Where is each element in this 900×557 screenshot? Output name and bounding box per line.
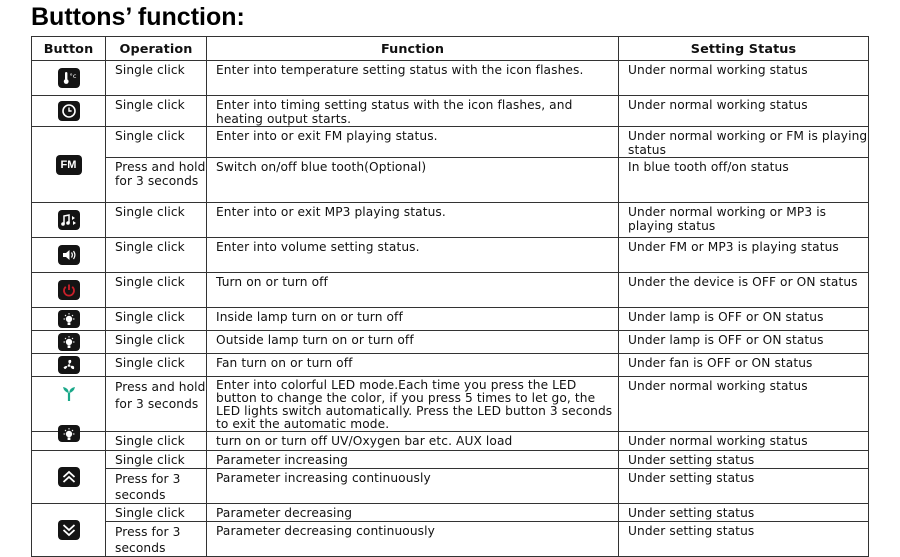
button-cell (32, 96, 106, 127)
music-note-icon (58, 210, 80, 230)
table-row (32, 331, 869, 354)
operation-cell: Single click (106, 273, 207, 308)
button-cell (32, 451, 106, 504)
table-row (32, 203, 869, 238)
button-cell (32, 354, 106, 377)
table-row (32, 432, 869, 451)
status-cell: Under setting status (619, 451, 869, 469)
table-row (32, 273, 869, 308)
status-cell: Under setting status (619, 469, 869, 504)
status-cell: Under setting status (619, 504, 869, 522)
button-cell (32, 377, 106, 432)
function-cell: Parameter decreasing (207, 504, 619, 522)
operation-cell: Single click (106, 203, 207, 238)
speaker-volume-icon (58, 245, 80, 265)
function-cell: Enter into or exit MP3 playing status. (207, 203, 619, 238)
button-cell (32, 238, 106, 273)
button-cell (32, 203, 106, 238)
lamp-icon (58, 425, 80, 442)
table-row (32, 377, 869, 432)
function-cell: Enter into timing setting status with the icon flashes, and heating output starts. (207, 96, 619, 127)
button-cell (32, 504, 106, 557)
status-cell: Under FM or MP3 is playing status (619, 238, 869, 273)
lamp-icon (58, 310, 80, 328)
header-setting-status: Setting Status (619, 37, 869, 61)
function-cell: Outside lamp turn on or turn off (207, 331, 619, 354)
svg-text:°c: °c (69, 72, 77, 80)
table-row (32, 469, 869, 504)
table-row (32, 354, 869, 377)
status-cell: Under normal working status (619, 432, 869, 451)
status-cell: Under normal working status (619, 61, 869, 96)
status-cell: Under the device is OFF or ON status (619, 273, 869, 308)
function-cell: Turn on or turn off (207, 273, 619, 308)
status-cell: Under normal working or FM is playing status (619, 127, 869, 158)
table-row (32, 238, 869, 273)
button-cell (32, 308, 106, 331)
operation-cell: Single click (106, 504, 207, 522)
status-cell: In blue tooth off/on status (619, 158, 869, 203)
operation-cell: Press for 3 seconds (106, 522, 207, 557)
function-cell: Enter into volume setting status. (207, 238, 619, 273)
button-cell (32, 432, 106, 451)
operation-cell: Single click (106, 354, 207, 377)
function-cell: Parameter decreasing continuously (207, 522, 619, 557)
function-cell: turn on or turn off UV/Oxygen bar etc. AUX load (207, 432, 619, 451)
power-icon (58, 280, 80, 300)
operation-cell: Press for 3 seconds (106, 469, 207, 504)
operation-cell: Press and hold for 3 seconds (106, 377, 207, 432)
leaf-sprout-icon (58, 383, 80, 403)
function-cell: Fan turn on or turn off (207, 354, 619, 377)
operation-cell: Single click (106, 61, 207, 96)
lamp-icon (58, 333, 80, 351)
operation-cell: Single click (106, 432, 207, 451)
operation-cell: Single click (106, 238, 207, 273)
fm-icon: FM (56, 155, 82, 175)
fan-icon (58, 356, 80, 374)
status-cell: Under fan is OFF or ON status (619, 354, 869, 377)
table-row (32, 451, 869, 469)
button-cell (32, 127, 106, 203)
function-cell: Enter into colorful LED mode.Each time you press the LED button to change the color, if you press 5 times to let go, the LED lights switch automatically. Press the LED button 3 seconds to exit the automatic mode. (207, 377, 619, 432)
table-row (32, 158, 869, 203)
table-row (32, 308, 869, 331)
function-cell: Parameter increasing continuously (207, 469, 619, 504)
status-cell: Under normal working status (619, 377, 869, 432)
table-row (32, 96, 869, 127)
operation-cell: Single click (106, 308, 207, 331)
thermometer-celsius-icon (58, 68, 80, 88)
header-operation: Operation (106, 37, 207, 61)
page-title: Buttons’ function: (31, 3, 245, 31)
button-cell (32, 331, 106, 354)
button-cell (32, 273, 106, 308)
function-cell: Parameter increasing (207, 451, 619, 469)
buttons-function-table (31, 36, 869, 557)
clock-icon (58, 101, 80, 121)
operation-cell: Single click (106, 331, 207, 354)
chevron-double-down-icon (58, 520, 80, 540)
status-cell: Under normal working or MP3 is playing status (619, 203, 869, 238)
operation-cell: Single click (106, 96, 207, 127)
table-row (32, 522, 869, 557)
button-cell (32, 61, 106, 96)
status-cell: Under normal working status (619, 96, 869, 127)
header-button: Button (32, 37, 106, 61)
header-row (32, 37, 869, 61)
operation-cell: Single click (106, 451, 207, 469)
table-row (32, 61, 869, 96)
operation-cell: Single click (106, 127, 207, 158)
status-cell: Under setting status (619, 522, 869, 557)
function-cell: Switch on/off blue tooth(Optional) (207, 158, 619, 203)
status-cell: Under lamp is OFF or ON status (619, 331, 869, 354)
chevron-double-up-icon (58, 467, 80, 487)
function-cell: Enter into or exit FM playing status. (207, 127, 619, 158)
table-row (32, 504, 869, 522)
header-function: Function (207, 37, 619, 61)
function-cell: Enter into temperature setting status with the icon flashes. (207, 61, 619, 96)
operation-cell: Press and hold for 3 seconds (106, 158, 207, 203)
function-cell: Inside lamp turn on or turn off (207, 308, 619, 331)
status-cell: Under lamp is OFF or ON status (619, 308, 869, 331)
table-row (32, 127, 869, 158)
